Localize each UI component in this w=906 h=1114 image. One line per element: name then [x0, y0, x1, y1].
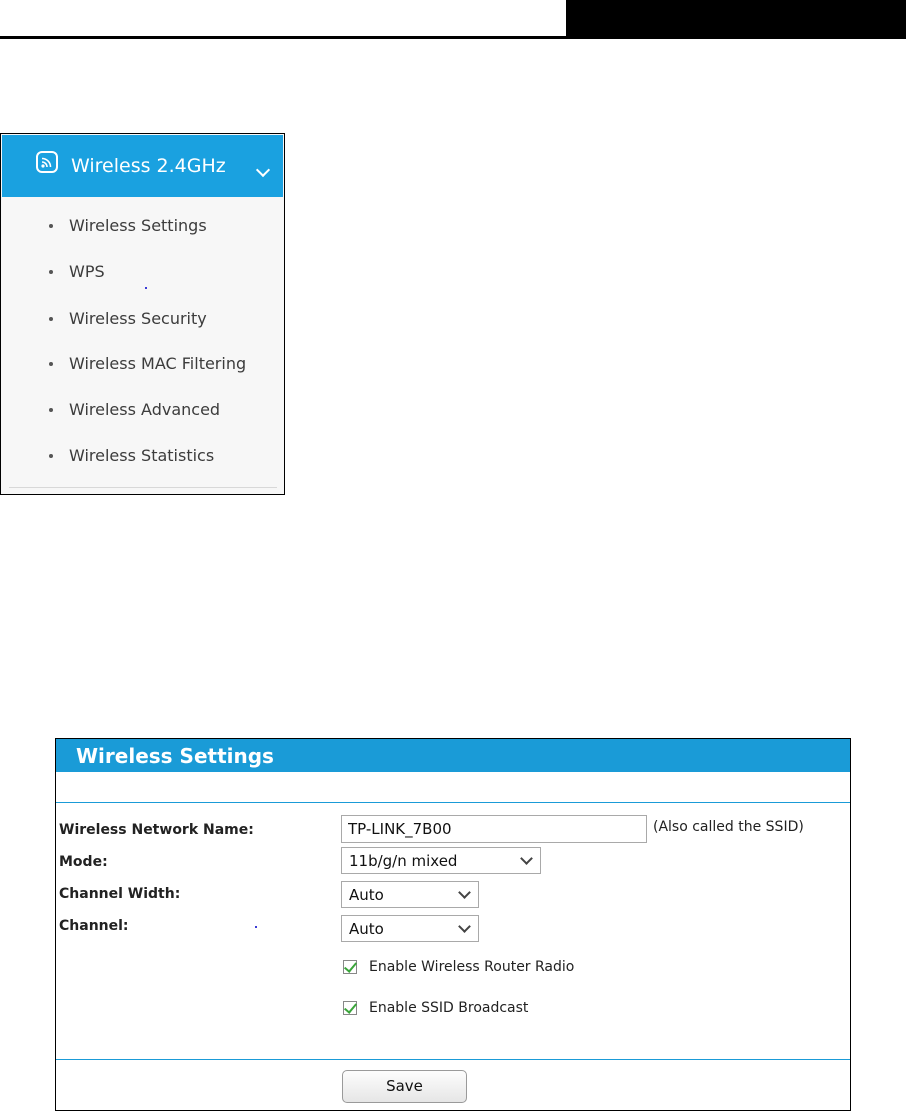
- sidebar-item-label: Wireless Settings: [69, 216, 207, 235]
- menu-header-title: Wireless 2.4GHz: [71, 155, 226, 177]
- radio-enable-checkbox[interactable]: [343, 960, 357, 974]
- panel-divider-bottom: [56, 1059, 850, 1060]
- chevron-down-icon: [458, 920, 471, 933]
- save-button[interactable]: Save: [342, 1070, 467, 1103]
- stray-dot: [145, 287, 147, 289]
- chevron-down-icon: [458, 886, 471, 899]
- channel-value: Auto: [349, 920, 384, 938]
- mode-select[interactable]: [341, 847, 541, 874]
- sidebar-menu: [0, 133, 285, 495]
- channel-label: Channel:: [59, 918, 129, 934]
- channel-width-select[interactable]: [341, 881, 479, 908]
- wifi-icon: [36, 151, 58, 173]
- panel-divider-top: [56, 802, 850, 803]
- header-black-block: [566, 0, 906, 39]
- panel-header: [56, 739, 850, 772]
- bullet-icon: [49, 408, 53, 412]
- sidebar-item-label: WPS: [69, 262, 105, 281]
- check-icon: [344, 1000, 357, 1014]
- sidebar-item-label: Wireless MAC Filtering: [69, 354, 247, 373]
- bullet-icon: [49, 454, 53, 458]
- network-name-label: Wireless Network Name:: [59, 822, 254, 838]
- ssid-hint: (Also called the SSID): [653, 819, 804, 835]
- bullet-icon: [49, 317, 53, 321]
- sidebar-item-label: Wireless Statistics: [69, 446, 215, 465]
- bullet-icon: [49, 362, 53, 366]
- wireless-settings-panel: [55, 738, 851, 1111]
- check-icon: [344, 959, 357, 973]
- channel-width-value: Auto: [349, 886, 384, 904]
- channel-width-label: Channel Width:: [59, 886, 181, 902]
- sidebar-item-label: Wireless Advanced: [69, 400, 221, 419]
- ssid-broadcast-checkbox[interactable]: [343, 1001, 357, 1015]
- header-rule: [0, 36, 906, 39]
- ssid-broadcast-label: Enable SSID Broadcast: [369, 1000, 529, 1016]
- chevron-down-icon: [520, 852, 533, 865]
- bullet-icon: [49, 224, 53, 228]
- channel-select[interactable]: [341, 915, 479, 942]
- mode-label: Mode:: [59, 854, 108, 870]
- menu-header-wireless[interactable]: [2, 135, 283, 197]
- menu-divider: [9, 487, 277, 488]
- page-title: Wireless Settings: [76, 744, 274, 768]
- mode-value: 11b/g/n mixed: [349, 852, 458, 870]
- sidebar-item-label: Wireless Security: [69, 309, 207, 328]
- radio-enable-label: Enable Wireless Router Radio: [369, 959, 575, 975]
- stray-dot: [255, 926, 257, 928]
- chevron-down-icon: [256, 163, 270, 177]
- network-name-input[interactable]: [341, 815, 647, 843]
- bullet-icon: [49, 270, 53, 274]
